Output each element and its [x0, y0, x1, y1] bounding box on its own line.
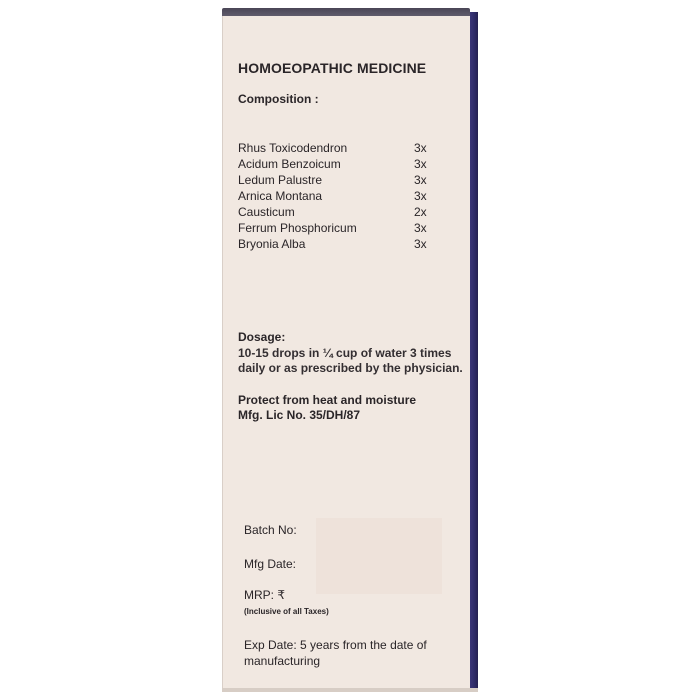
- ingredient-row: [238, 140, 428, 156]
- ingredient-potency: 3x: [414, 157, 427, 171]
- product-title: HOMOEOPATHIC MEDICINE: [238, 60, 427, 76]
- box-side-edge: [470, 12, 478, 692]
- ingredient-potency: 3x: [414, 221, 427, 235]
- storage-block: [238, 393, 416, 423]
- dosage-line-1: 10-15 drops in ¼ cup of water 3 times: [238, 346, 452, 360]
- ingredient-row: [238, 236, 428, 252]
- composition-heading: Composition :: [238, 92, 319, 106]
- ingredient-list: [238, 140, 428, 252]
- ingredient-name: Arnica Montana: [238, 189, 323, 203]
- ingredient-row: [238, 172, 428, 188]
- ingredient-row: [238, 204, 428, 220]
- ingredient-name: Acidum Benzoicum: [238, 157, 341, 171]
- ingredient-potency: 3x: [414, 189, 427, 203]
- expiry-text: [244, 637, 427, 669]
- dosage-heading: Dosage:: [238, 330, 286, 344]
- batch-number-label: Batch No:: [244, 523, 297, 537]
- ingredient-row: [238, 220, 428, 236]
- expiry-line-2: manufacturing: [244, 654, 321, 668]
- stamp-area: [316, 518, 442, 594]
- license-number: Mfg. Lic No. 35/DH/87: [238, 408, 361, 422]
- ingredient-name: Bryonia Alba: [238, 237, 306, 251]
- ingredient-name: Rhus Toxicodendron: [238, 141, 348, 155]
- ingredient-potency: 3x: [414, 141, 427, 155]
- ingredient-potency: 2x: [414, 205, 427, 219]
- ingredient-name: Causticum: [238, 205, 295, 219]
- mfg-date-label: Mfg Date:: [244, 557, 297, 571]
- box-bottom-edge: [222, 688, 478, 692]
- ingredient-row: [238, 156, 428, 172]
- ingredient-name: Ledum Palustre: [238, 173, 323, 187]
- expiry-line-1: Exp Date: 5 years from the date of: [244, 638, 427, 652]
- mrp-label: MRP: ₹: [244, 588, 285, 602]
- storage-warning: Protect from heat and moisture: [238, 393, 417, 407]
- ingredient-name: Ferrum Phosphoricum: [238, 221, 357, 235]
- tax-note: (Inclusive of all Taxes): [244, 607, 329, 616]
- ingredient-potency: 3x: [414, 237, 427, 251]
- ingredient-potency: 3x: [414, 173, 427, 187]
- dosage-text: [238, 346, 463, 376]
- dosage-line-2: daily or as prescribed by the physician.: [238, 361, 463, 375]
- ingredient-row: [238, 188, 428, 204]
